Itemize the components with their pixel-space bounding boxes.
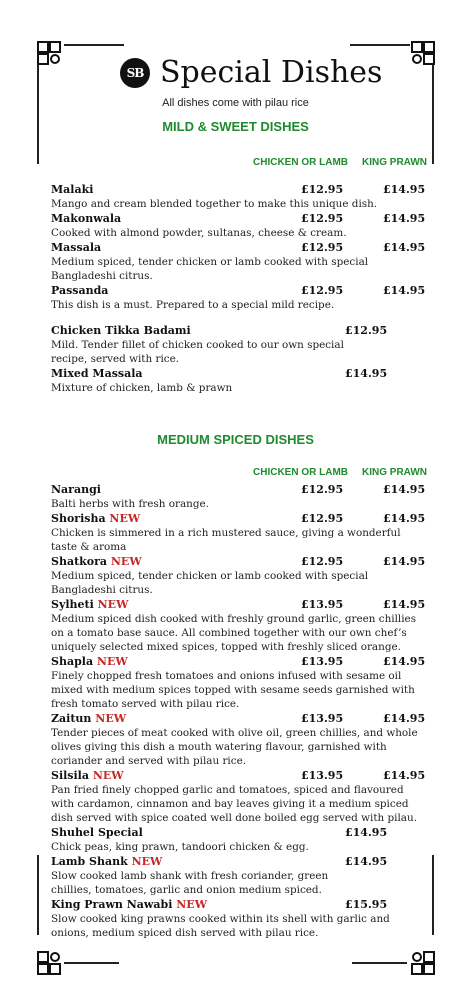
section-title-medium-spiced: MEDIUM SPICED DISHES — [157, 432, 314, 447]
menu-item-chicken-tikka-badami — [51, 323, 426, 366]
corner-ornament-bottom-left — [34, 948, 64, 978]
new-badge: NEW — [97, 598, 129, 611]
corner-ornament-bottom-right — [408, 948, 438, 978]
dish-name: Mixed Massala — [51, 367, 143, 380]
dish-name: Makonwala — [51, 212, 122, 225]
price-chicken-lamb: £13.95 — [301, 598, 344, 611]
price-king-prawn: £14.95 — [383, 512, 426, 525]
dish-description: Chicken is simmered in a rich mustered sauce, giving a wonderful taste & aroma — [51, 527, 401, 553]
price-chicken-lamb: £12.95 — [301, 183, 344, 196]
menu-item-shorisha — [51, 511, 426, 554]
dish-description: Slow cooked king prawns cooked within its shell with garlic and onions, medium spiced dish served with pilau rice. — [51, 913, 390, 939]
dish-name: Shorisha NEW — [51, 512, 141, 525]
price-king-prawn: £14.95 — [383, 183, 426, 196]
menu-item-narangi — [51, 482, 426, 511]
price-king-prawn: £14.95 — [383, 598, 426, 611]
price-king-prawn: £14.95 — [383, 241, 426, 254]
dish-description: Finely chopped fresh tomatoes and onions infused with sesame oil mixed with medium spices topped with sesame seeds garnished with fresh tomato served with pilau rice. — [51, 670, 415, 710]
column-header-king-prawn: KING PRAWN — [362, 467, 427, 478]
dish-name: Shatkora NEW — [51, 555, 142, 568]
menu-item-sylheti — [51, 597, 426, 654]
price-king-prawn: £14.95 — [383, 483, 426, 496]
new-badge: NEW — [92, 769, 124, 782]
page-title: Special Dishes — [160, 55, 383, 90]
menu-item-mixed-massala — [51, 366, 426, 395]
menu-header — [0, 52, 471, 97]
price-chicken-lamb: £12.95 — [301, 555, 344, 568]
new-badge: NEW — [176, 898, 208, 911]
dish-description: Mild. Tender fillet of chicken cooked to our own special recipe, served with rice. — [51, 339, 344, 365]
dish-name: Malaki — [51, 183, 94, 196]
dish-name: King Prawn Nawabi NEW — [51, 898, 208, 911]
price-chicken-lamb: £12.95 — [301, 241, 344, 254]
price-chicken-lamb: £12.95 — [301, 512, 344, 525]
price-chicken-lamb: £12.95 — [301, 212, 344, 225]
dish-description: Pan fried finely chopped garlic and tomatoes, spiced and flavoured with cardamon, cinnamon and bay leaves giving it a medium spiced dish served with spice coated well done boiled egg served with pilau. — [51, 784, 417, 824]
menu-item-passanda — [51, 283, 426, 312]
dish-name: Sylheti NEW — [51, 598, 129, 611]
dish-name: Shuhel Special — [51, 826, 143, 839]
price-single: £14.95 — [345, 855, 388, 868]
menu-list-mild-sweet — [51, 182, 426, 312]
price-chicken-lamb: £13.95 — [301, 655, 344, 668]
page-subtitle: All dishes come with pilau rice — [162, 97, 309, 109]
column-header-chicken-lamb: CHICKEN OR LAMB — [253, 157, 348, 168]
frame-bottom-right-bar — [352, 962, 407, 964]
price-single: £15.95 — [345, 898, 388, 911]
price-chicken-lamb: £13.95 — [301, 769, 344, 782]
price-chicken-lamb: £12.95 — [301, 483, 344, 496]
menu-item-lamb-shank — [51, 854, 426, 897]
dish-name: Chicken Tikka Badami — [51, 324, 191, 337]
dish-description: This dish is a must. Prepared to a special mild recipe. — [51, 299, 335, 311]
dish-description: Cooked with almond powder, sultanas, cheese & cream. — [51, 227, 347, 239]
frame-bottom-left-line — [37, 855, 39, 935]
dish-description: Slow cooked lamb shank with fresh coriander, green chillies, tomatoes, garlic and onion medium spiced. — [51, 870, 329, 896]
column-header-king-prawn: KING PRAWN — [362, 157, 427, 168]
menu-list-medium-spiced — [51, 482, 426, 940]
dish-name: Narangi — [51, 483, 101, 496]
frame-bottom-right-line — [432, 855, 434, 935]
menu-item-shapla — [51, 654, 426, 711]
price-chicken-lamb: £13.95 — [301, 712, 344, 725]
new-badge: NEW — [109, 512, 141, 525]
new-badge: NEW — [110, 555, 142, 568]
column-header-chicken-lamb: CHICKEN OR LAMB — [253, 467, 348, 478]
menu-item-malaki — [51, 182, 426, 211]
price-king-prawn: £14.95 — [383, 212, 426, 225]
frame-top-left-bar — [64, 44, 124, 46]
frame-bottom-left-bar — [64, 962, 119, 964]
menu-item-makonwala — [51, 211, 426, 240]
frame-top-right-bar — [350, 44, 410, 46]
dish-description: Medium spiced, tender chicken or lamb cooked with special Bangladeshi citrus. — [51, 570, 369, 596]
dish-description: Mango and cream blended together to make this unique dish. — [51, 198, 378, 210]
new-badge: NEW — [131, 855, 163, 868]
dish-description: Medium spiced, tender chicken or lamb cooked with special Bangladeshi citrus. — [51, 256, 369, 282]
dish-name: Lamb Shank NEW — [51, 855, 163, 868]
price-king-prawn: £14.95 — [383, 712, 426, 725]
dish-description: Tender pieces of meat cooked with olive oil, green chillies, and whole olives giving this dish a mouth watering flavour, garnished with coriander and served with pilau rice. — [51, 727, 418, 767]
price-king-prawn: £14.95 — [383, 769, 426, 782]
price-king-prawn: £14.95 — [383, 655, 426, 668]
price-single: £14.95 — [345, 367, 388, 380]
section-title-mild-sweet: MILD & SWEET DISHES — [162, 119, 309, 134]
menu-item-zaitun — [51, 711, 426, 768]
dish-name: Shapla NEW — [51, 655, 128, 668]
dish-name: Zaitun NEW — [51, 712, 127, 725]
menu-item-massala — [51, 240, 426, 283]
price-chicken-lamb: £12.95 — [301, 284, 344, 297]
menu-item-king-prawn-nawabi — [51, 897, 426, 940]
price-king-prawn: £14.95 — [383, 555, 426, 568]
new-badge: NEW — [95, 712, 127, 725]
dish-name: Passanda — [51, 284, 109, 297]
menu-list-mild-extras — [51, 323, 426, 395]
new-badge: NEW — [96, 655, 128, 668]
price-king-prawn: £14.95 — [383, 284, 426, 297]
restaurant-logo: SB — [120, 58, 150, 88]
menu-item-shatkora — [51, 554, 426, 597]
dish-description: Mixture of chicken, lamb & prawn — [51, 382, 233, 394]
dish-description: Medium spiced dish cooked with freshly ground garlic, green chillies on a tomato base sauce. All combined together with our own chef’s uniquely selected mixed spices, topped with freshly sliced orange. — [51, 613, 417, 653]
dish-name: Silsila NEW — [51, 769, 124, 782]
dish-name: Massala — [51, 241, 102, 254]
dish-description: Chick peas, king prawn, tandoori chicken & egg. — [51, 841, 309, 853]
dish-description: Balti herbs with fresh orange. — [51, 498, 209, 510]
menu-item-silsila — [51, 768, 426, 825]
menu-item-shuhel-special — [51, 825, 426, 854]
price-single: £14.95 — [345, 826, 388, 839]
price-single: £12.95 — [345, 324, 388, 337]
